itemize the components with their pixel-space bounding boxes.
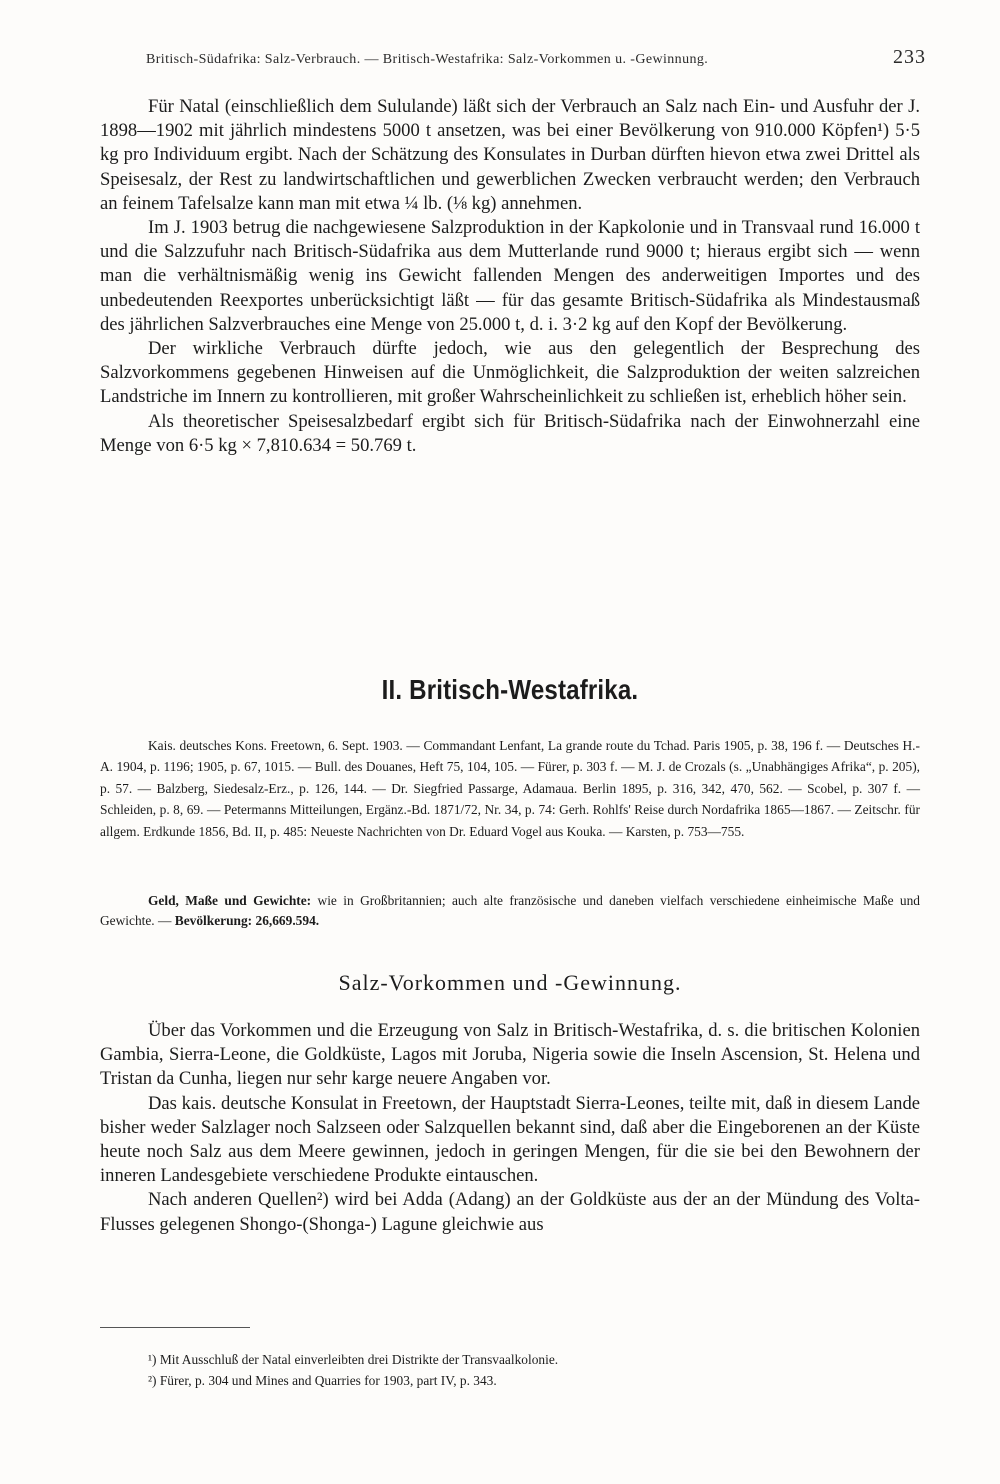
footnote-divider [100, 1327, 250, 1328]
footnote: ²) Fürer, p. 304 und Mines and Quarries for 1903, part IV, p. 343. [148, 1373, 497, 1388]
subheading: Salz-Vorkommen und -Gewinnung. [338, 970, 682, 995]
footnote: ¹) Mit Ausschluß der Natal einverleibten drei Distrikte der Transvaalkolonie. [148, 1352, 559, 1367]
paragraph: Über das Vorkommen und die Erzeugung von Salz in Britisch-Westafrika, d. s. die britischen Kolonien Gambia, Sierra-Leone, die Goldküste, Lagos mit Joruba, Nigeria sowie die Inseln Ascension, St. Helena und Tristan da Cunha, liegen nur sehr karge neuere Angaben vor. [100, 1020, 920, 1090]
currency-label: Geld, Maße und Gewichte: [148, 893, 312, 908]
paragraph: Als theoretischer Speisesalzbedarf ergibt sich für Britisch-Südafrika nach der Einwohnerzahl eine Menge von 6·5 kg × 7,810.634 = 50.769 t. [100, 410, 920, 456]
paragraph: Der wirkliche Verbrauch dürfte jedoch, wie aus den gelegentlich der Besprechung des Salzvorkommens gegebenen Hinweisen auf die Unmöglichkeit, die Salzproduktion der weiten salzreichen Landstriche im Innern zu kontrollieren, mit großer Wahrscheinlichkeit zu schließen ist, erheblich höher sein. [100, 338, 920, 408]
running-head-title: Britisch-Südafrika: Salz-Verbrauch. — Britisch-Westafrika: Salz-Vorkommen u. -Gewinnung. [146, 52, 709, 67]
section-heading: II. Britisch-Westafrika. [381, 674, 639, 705]
population-label: Bevölkerung: [174, 913, 253, 928]
footnotes [148, 1349, 868, 1391]
paragraph: Im J. 1903 betrug die nachgewiesene Salzproduktion in der Kapkolonie und in Transvaal rund 16.000 t und die Salzzufuhr nach Britisch-Südafrika aus dem Mutterlande rund 9000 t; hieraus ergibt sich — wenn man die verhältnismäßig wenig ins Gewicht fallenden Mengen des anderweitigen Importes und des unbedeutenden Reexportes unberücksichtigt läßt — für das gesamte Britisch-Südafrika als Mindestausmaß des jährlichen Salzverbrauches eine Menge von 25.000 t, d. i. 3·2 kg auf den Kopf der Bevölkerung. [100, 217, 920, 335]
section-salz-vorkommen-text [100, 1019, 920, 1237]
section-britisch-suedafrika-text [100, 95, 920, 458]
paragraph: Das kais. deutsche Konsulat in Freetown, der Hauptstadt Sierra-Leones, teilte mit, daß in diesem Lande bisher weder Salzlager noch Salzseen oder Salzquellen bekannt sind, daß aber die Eingeborenen an der Küste heute noch Salz aus dem Meere gewinnen, jedoch in geringen Mengen, für die sie bei den Bewohnern der inneren Landesgebiete verschiedene Produkte eintauschen. [100, 1092, 920, 1187]
page-number: 233 [893, 46, 926, 68]
currency-text: wie in Großbritannien; auch alte französische und daneben vielfach verschiedene einheimische Maße und Gewichte. — [100, 893, 920, 928]
paragraph: Für Natal (einschließlich dem Sululande) läßt sich der Verbrauch an Salz nach Ein- und Ausfuhr der J. 1898—1902 mit jährlich mindestens 5000 t ansetzen, was bei einer Bevölkerung von 910.000 Köpfen¹) 5·5 kg pro Individuum ergibt. Nach der Schätzung des Konsulates in Durban dürften hievon etwa zwei Drittel als Speisesalz, der Rest zu landwirtschaftlichen und gewerblichen Zwecken verbraucht werden; den Verbrauch an feinem Tafelsalze kann man mit etwa ¼ lb. (⅛ kg) annehmen. [100, 96, 920, 214]
population-value: 26,669.594. [255, 913, 320, 928]
sources-list: Kais. deutsches Kons. Freetown, 6. Sept. 1903. — Commandant Lenfant, La grande route du Tchad. Paris 1905, p. 38, 196 f. — Deutsches H.-A. 1904, p. 1196; 1905, p. 67, 1015. — Bull. des Douanes, Heft 75, 104, 105. — Fürer, p. 303 f. — M. J. de Crozals (s. „Unabhängiges Afrika“, p. 205), p. 57. — Balzberg, Siedesalz-Erz., p. 126, 144. — Dr. Siegfried Passarge, Adamaua. Berlin 1895, p. 316, 342, 470, 562. — Scobel, p. 307 f. — Schleiden, p. 8, 69. — Petermanns Mitteilungen, Ergänz.-Bd. 1871/72, Nr. 34, p. 74: Gerh. Rohlfs' Reise durch Nordafrika 1865—1867. — Zeitschr. für allgem. Erdkunde 1856, Bd. II, p. 485: Neueste Nachrichten von Dr. Eduard Vogel aus Kouka. — Karsten, p. 753—755. [100, 738, 920, 839]
currency-measures-note [100, 891, 920, 931]
paragraph: Nach anderen Quellen²) wird bei Adda (Adang) an der Goldküste aus der an der Mündung des Volta-Flusses gelegenen Shongo-(Shonga-) Lagune gleichwie aus [100, 1189, 920, 1235]
